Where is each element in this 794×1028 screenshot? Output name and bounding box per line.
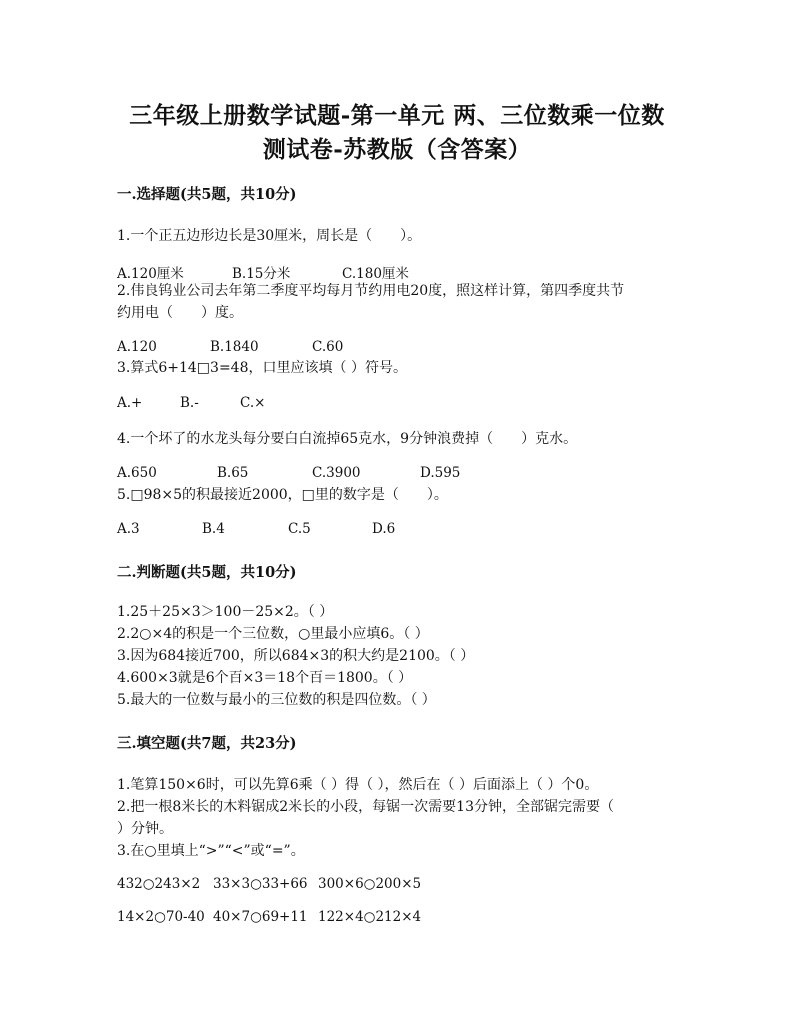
q2-option-b: B.1840 [210,339,259,355]
question-2-stem-line-2: 约用电（ ）度。 [117,305,243,321]
q4-option-a: A.650 [117,465,157,481]
page-title-line-1: 三年级上册数学试题-第一单元 两、三位数乘一位数 [129,102,665,129]
q1-option-a: A.120厘米 [117,266,184,282]
section-heading-judgement: 二.判断题(共5题，共10分) [117,564,297,581]
compare-row-2-item-2: 40×7○69+11 [213,909,308,925]
question-2-stem-line-1: 2.伟良钨业公司去年第二季度平均每月节约用电20度，照这样计算，第四季度共节 [117,283,625,299]
q5-option-b: B.4 [202,521,225,537]
q2-option-c: C.60 [312,339,344,355]
q5-option-c: C.5 [288,521,311,537]
q5-option-a: A.3 [117,521,140,537]
judgement-item-2: 2.2○×4的积是一个三位数，○里最小应填6。（ ） [117,626,429,642]
fill-question-2-line-1: 2.把一根8米长的木料锯成2米长的小段，每锯一次需要13分钟，全部锯完需要（ [117,799,614,815]
question-3-stem: 3.算式6+14□3=48，口里应该填（ ）符号。 [117,360,407,376]
q4-option-d: D.595 [420,465,461,481]
question-4-stem: 4.一个坏了的水龙头每分要白白流掉65克水，9分钟浪费掉（ ）克水。 [117,431,578,447]
judgement-item-4: 4.600×3就是6个百×3＝18个百＝1800。（ ） [117,670,413,686]
fill-question-2-line-2: ）分钟。 [117,821,173,837]
q3-option-b: B.- [180,395,199,411]
q3-option-c: C.× [240,395,266,411]
q4-option-b: B.65 [217,465,249,481]
fill-question-3: 3.在○里填上“>”“<”或“=”。 [117,843,305,859]
question-5-stem: 5.□98×5的积最接近2000，□里的数字是（ ）。 [117,487,448,503]
fill-question-1: 1.笔算150×6时，可以先算6乘（ ）得（ ），然后在（ ）后面添上（ ）个0。 [117,777,599,793]
q1-option-c: C.180厘米 [342,266,409,282]
compare-row-2-item-3: 122×4○212×4 [318,909,422,925]
q2-option-a: A.120 [117,339,157,355]
judgement-item-5: 5.最大的一位数与最小的三位数的积是四位数。（ ） [117,692,436,708]
compare-row-2-item-1: 14×2○70-40 [117,909,205,925]
section-heading-choice: 一.选择题(共5题，共10分) [117,186,297,203]
q4-option-c: C.3900 [312,465,361,481]
judgement-item-1: 1.25＋25×3＞100－25×2。（ ） [117,604,334,620]
judgement-item-3: 3.因为684接近700，所以684×3的积大约是2100。（ ） [117,648,475,664]
q1-option-b: B.15分米 [232,266,291,282]
compare-row-1-item-1: 432○243×2 [117,876,201,892]
compare-row-1-item-3: 300×6○200×5 [318,876,422,892]
q3-option-a: A.+ [117,395,143,411]
page-title-line-2: 测试卷-苏教版（含答案） [262,136,532,163]
question-1-stem: 1.一个正五边形边长是30厘米，周长是（ ）。 [117,228,422,244]
q5-option-d: D.6 [372,521,396,537]
compare-row-1-item-2: 33×3○33+66 [213,876,308,892]
section-heading-fill-blank: 三.填空题(共7题，共23分) [117,735,297,752]
